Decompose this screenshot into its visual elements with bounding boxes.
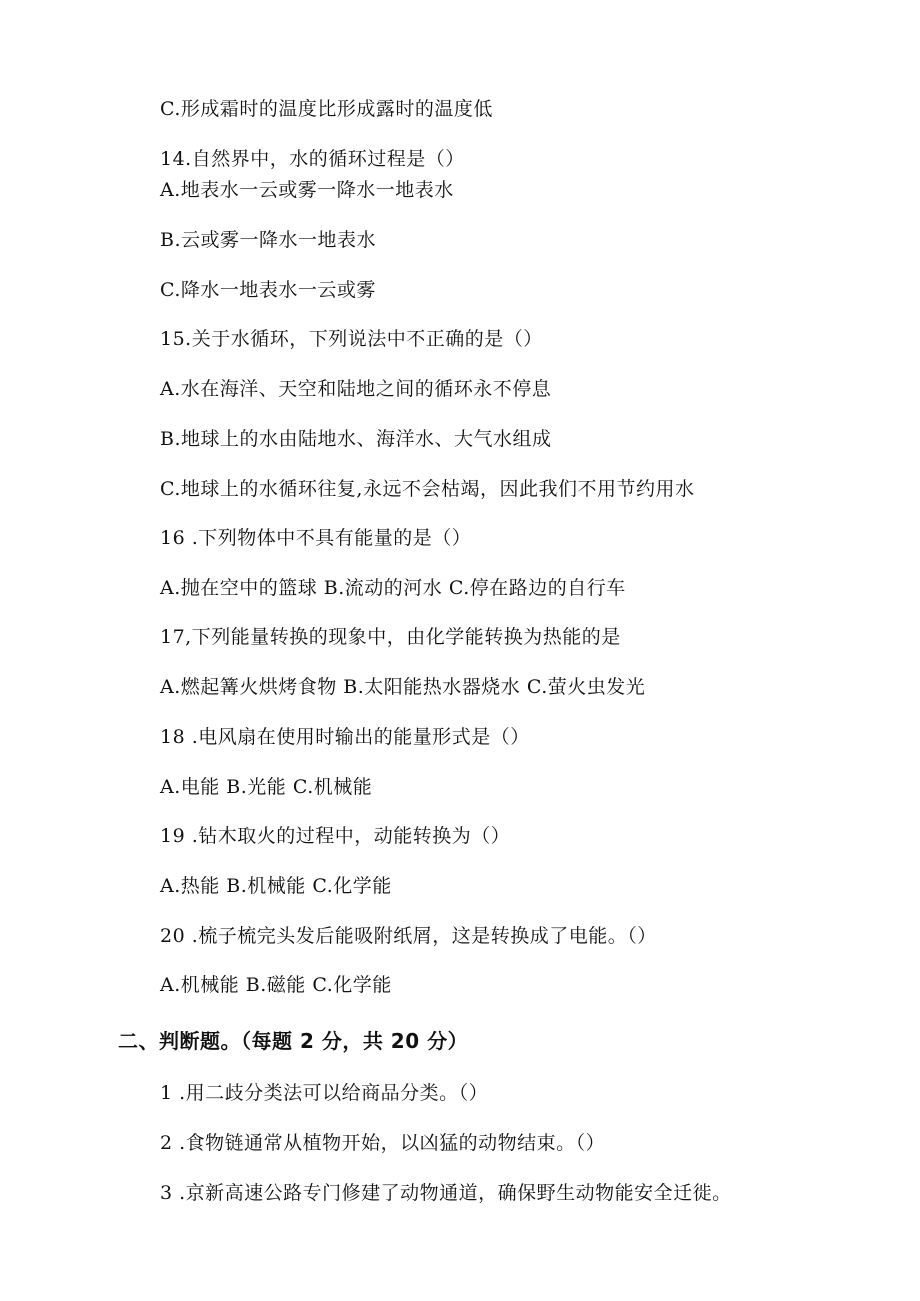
option-13c: C.形成霜时的温度比形成露时的温度低: [160, 98, 493, 120]
question-18: 18 .电风扇在使用时输出的能量形式是（）: [160, 726, 530, 748]
options-16: A.抛在空中的篮球 B.流动的河水 C.停在路边的自行车: [160, 577, 626, 599]
options-19: A.热能 B.机械能 C.化学能: [160, 875, 392, 897]
option-15c: C.地球上的水循环往复,永远不会枯竭，因此我们不用节约用水: [160, 478, 695, 500]
judge-question-3: 3 .京新高速公路专门修建了动物通道，确保野生动物能安全迁徙。: [160, 1182, 732, 1204]
options-17: A.燃起篝火烘烤食物 B.太阳能热水器烧水 C.萤火虫发光: [160, 676, 646, 698]
question-15: 15.关于水循环，下列说法中不正确的是（）: [160, 328, 543, 350]
options-18: A.电能 B.光能 C.机械能: [160, 776, 373, 798]
option-14b: B.云或雾一降水一地表水: [160, 229, 377, 251]
option-15b: B.地球上的水由陆地水、海洋水、大气水组成: [160, 428, 552, 450]
options-20: A.机械能 B.磁能 C.化学能: [160, 974, 392, 996]
question-16: 16 .下列物体中不具有能量的是（）: [160, 527, 472, 549]
judge-question-1: 1 .用二歧分类法可以给商品分类。（）: [160, 1082, 489, 1104]
option-14a: A.地表水一云或雾一降水一地表水: [160, 179, 454, 201]
option-14c: C.降水一地表水一云或雾: [160, 279, 376, 301]
section-heading-true-false: 二、判断题。（每题 2 分，共 20 分）: [118, 1029, 469, 1053]
question-14: 14.自然界中，水的循环过程是（）: [160, 148, 465, 170]
question-19: 19 .钻木取火的过程中，动能转换为（）: [160, 825, 511, 847]
option-15a: A.水在海洋、天空和陆地之间的循环永不停息: [160, 378, 552, 400]
question-20: 20 .梳子梳完头发后能吸附纸屑，这是转换成了电能。（）: [160, 925, 657, 947]
judge-question-2: 2 .食物链通常从植物开始，以凶猛的动物结束。（）: [160, 1132, 606, 1154]
question-17: 17,下列能量转换的现象中，由化学能转换为热能的是: [160, 626, 621, 648]
